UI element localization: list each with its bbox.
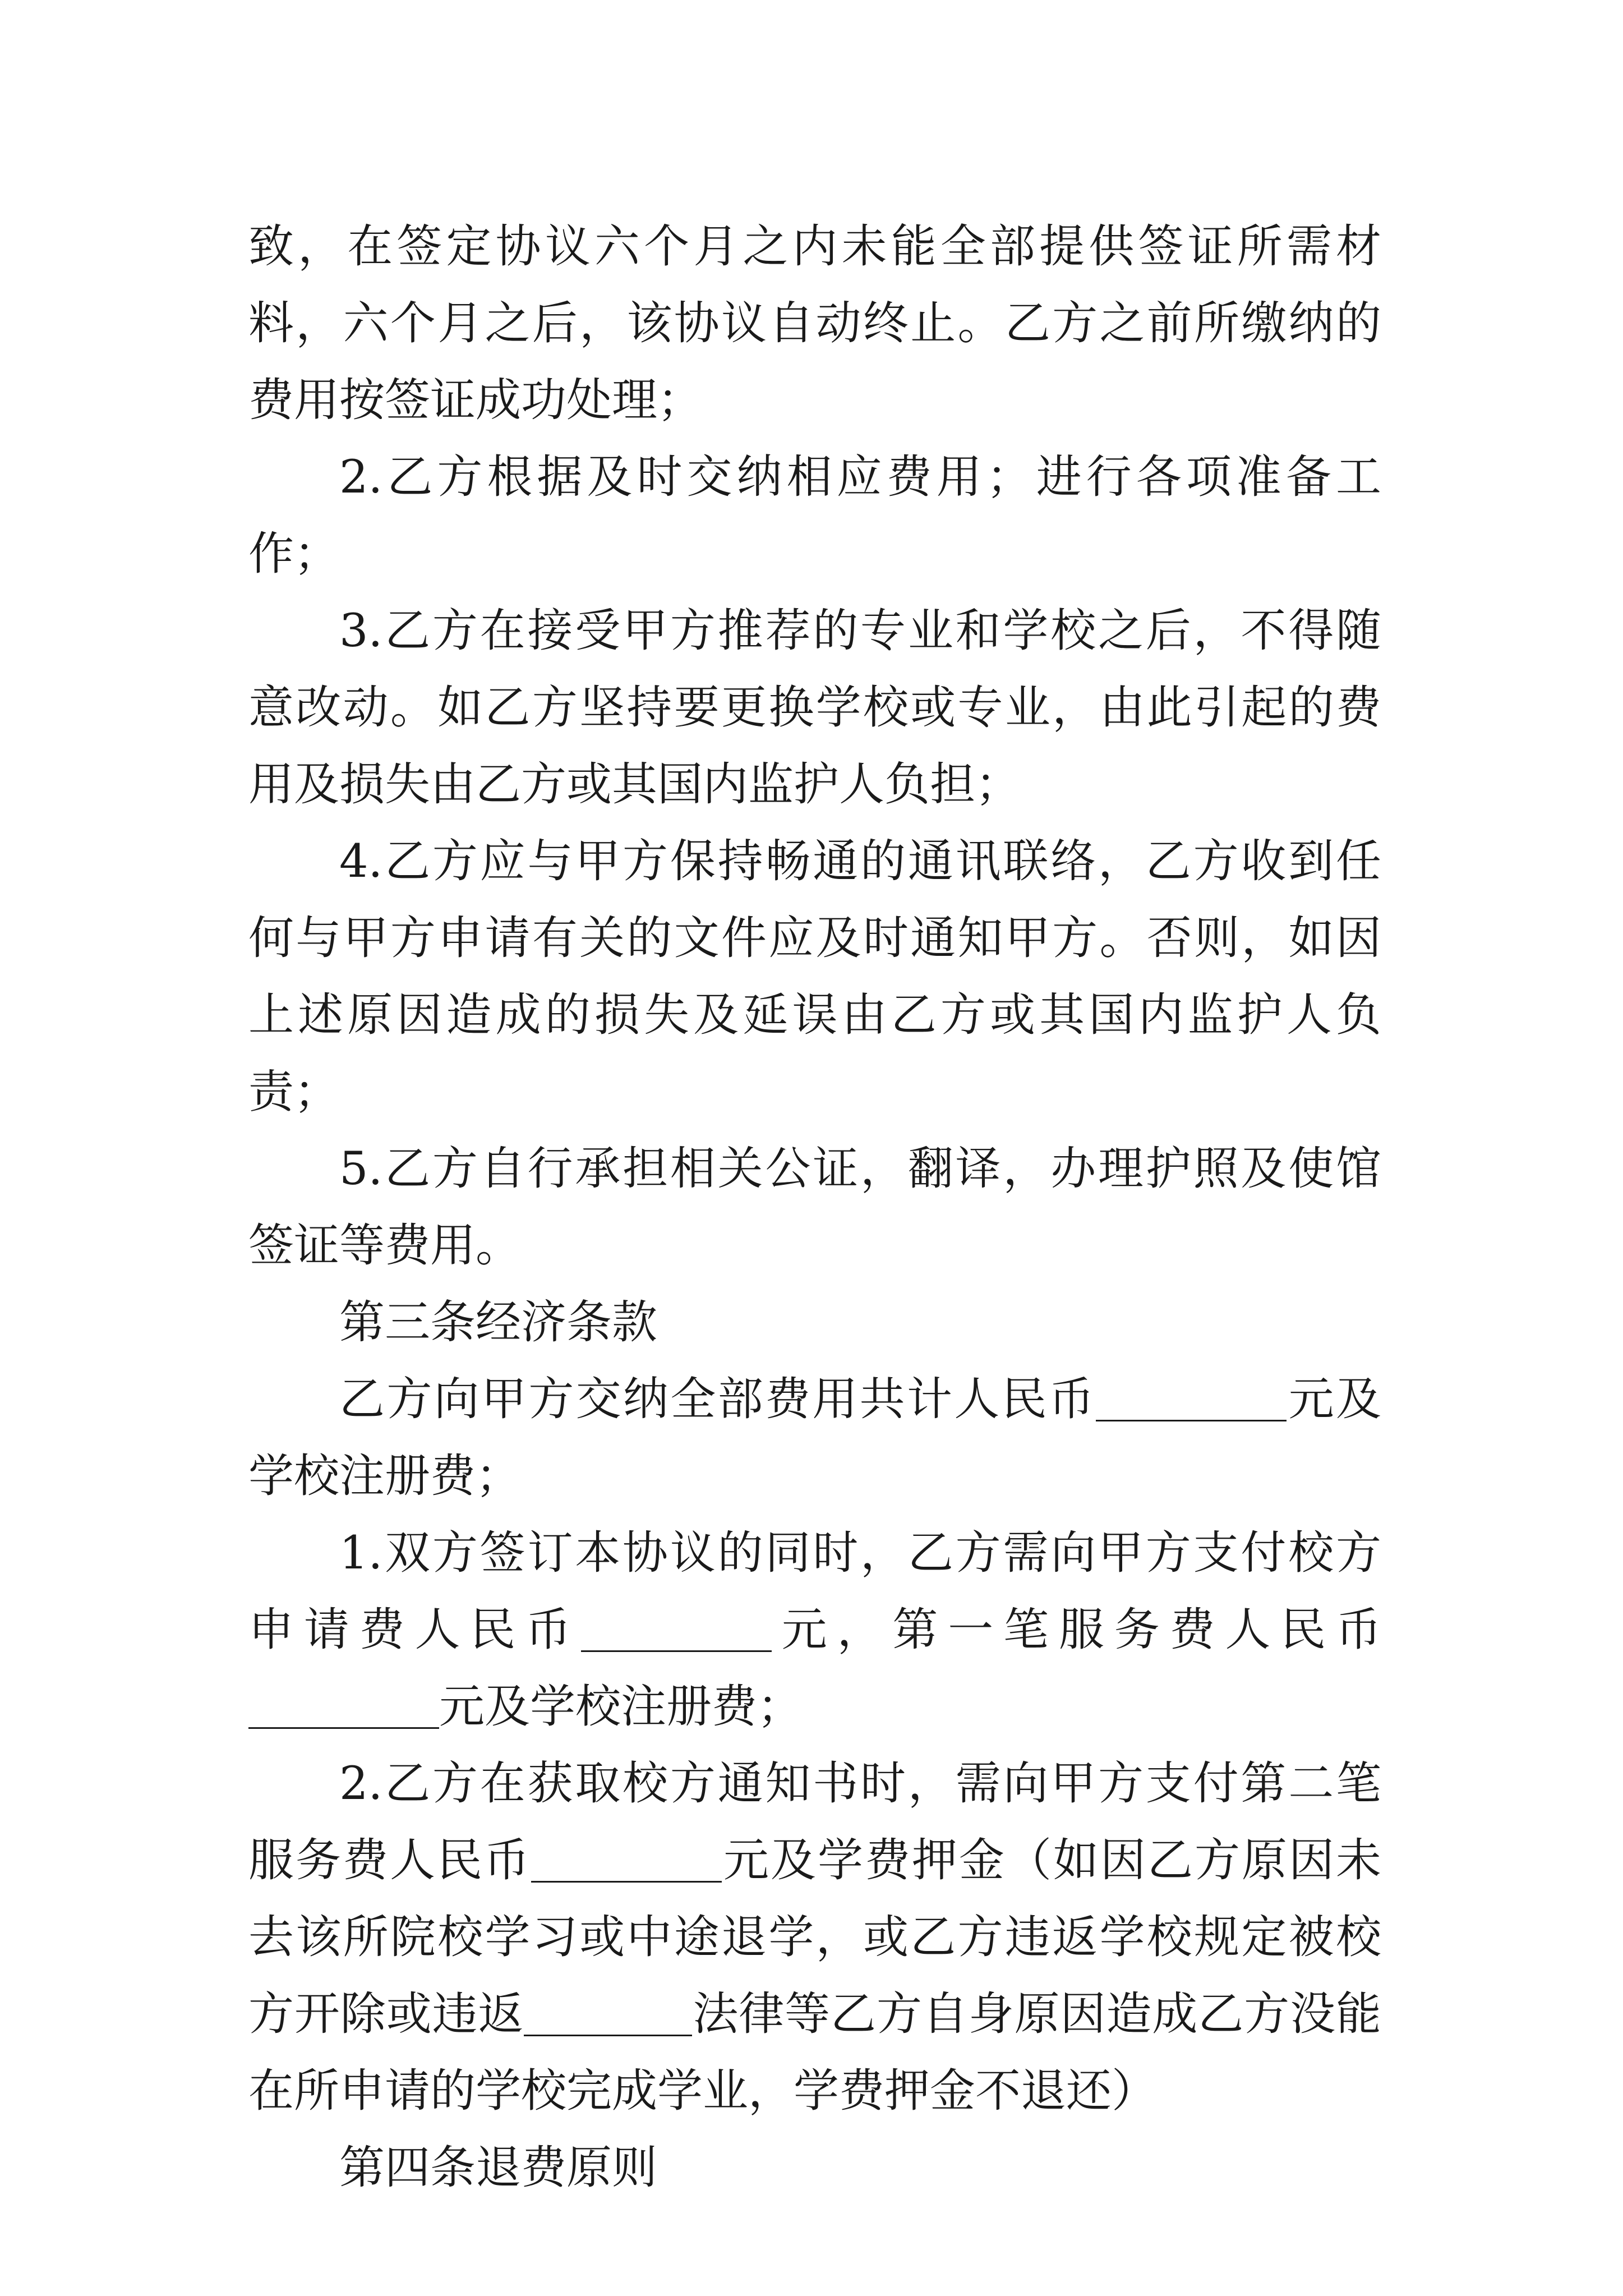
clause-text: 3.乙方在接受甲方推荐的专业和学校之后，不得随意改动。如乙方坚持要更换学校或专业，由此引起的费用及损失由乙方或其国内监护人负担；	[248, 605, 1381, 811]
fill-in-blank[interactable]	[248, 1686, 439, 1729]
clause-2	[248, 439, 1381, 593]
payment-clause-2	[248, 1746, 1381, 2130]
clause-text: 4.乙方应与甲方保持畅通的通讯联络，乙方收到任何与甲方申请有关的文件应及时通知甲方。否则，如因上述原因造成的损失及延误由乙方或其国内监护人负责；	[248, 835, 1381, 1119]
total-fee-paragraph	[248, 1361, 1381, 1515]
paragraph-text: 致，在签定协议六个月之内未能全部提供签证所需材料，六个月之后，该协议自动终止。乙方之前所缴纳的费用按签证成功处理；	[248, 220, 1381, 427]
clause-text: 元，第一笔服务费人民币	[771, 1604, 1381, 1657]
clause-4	[248, 823, 1381, 1131]
document-body	[248, 209, 1381, 2207]
clause-text: 元及学校注册费；	[439, 1681, 803, 1733]
clause-text: 1.双方签订本协议的同时，乙方需向甲方支付校方申请费人民币	[248, 1527, 1381, 1657]
fill-in-blank[interactable]	[524, 1994, 692, 2036]
clause-text: 元及学费押金（如因乙方原因未去该所院校学习或中途退学，或乙方违返学校规定被校方开除或违返	[248, 1834, 1381, 2041]
heading-text: 第四条退费原则	[339, 2142, 658, 2194]
section-heading-article-4	[248, 2130, 1381, 2207]
clause-5	[248, 1131, 1381, 1285]
payment-clause-1	[248, 1515, 1381, 1746]
heading-text: 第三条经济条款	[339, 1296, 658, 1349]
clause-text: 5.乙方自行承担相关公证，翻译，办理护照及使馆签证等费用。	[248, 1143, 1381, 1272]
paragraph-text: 乙方向甲方交纳全部费用共计人民币	[339, 1373, 1096, 1426]
fill-in-blank[interactable]	[1096, 1379, 1287, 1421]
paragraph-continuation	[248, 209, 1381, 439]
clause-text: 2.乙方在获取校方通知书时，需向甲方支付第二笔服务费人民币	[248, 1757, 1381, 1887]
fill-in-blank[interactable]	[531, 1840, 722, 1883]
clause-text: 2.乙方根据及时交纳相应费用；进行各项准备工作；	[248, 451, 1381, 581]
paragraph-text: 元及学校注册费；	[248, 1373, 1381, 1503]
clause-text: 法律等乙方自身原因造成乙方没能在所申请的学校完成学业，学费押金不退还）	[248, 1988, 1381, 2118]
clause-3	[248, 593, 1381, 823]
section-heading-article-3	[248, 1285, 1381, 1361]
fill-in-blank[interactable]	[581, 1609, 772, 1652]
